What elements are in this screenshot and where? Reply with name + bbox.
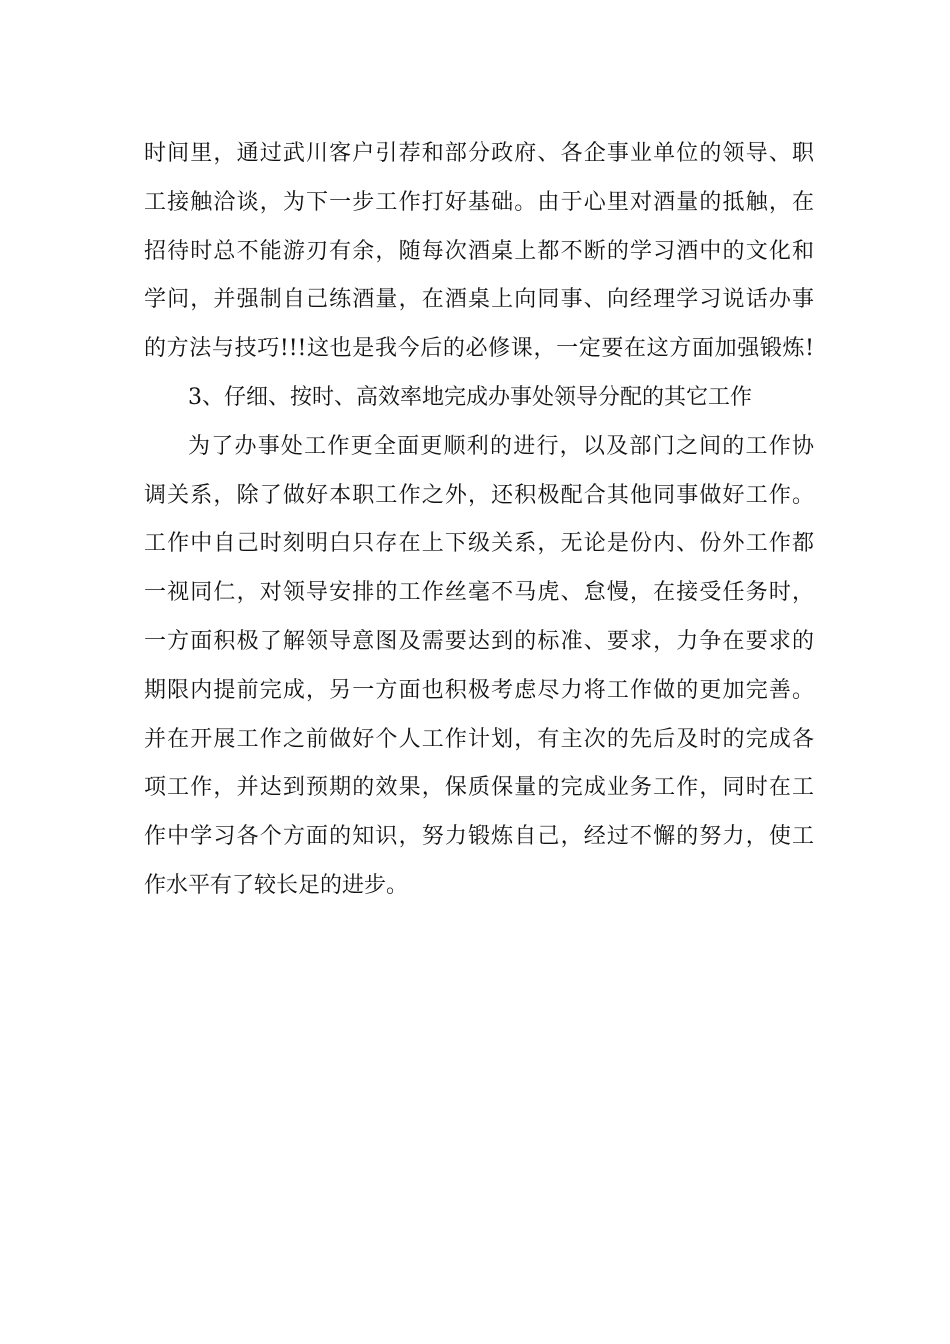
text-line: 工接触洽谈，为下一步工作打好基础。由于心里对酒量的抵触，在 [144, 189, 814, 215]
text-line: 作水平有了较长足的进步。 [144, 872, 409, 898]
text-line: 作中学习各个方面的知识，努力锻炼自己，经过不懈的努力，使工 [144, 824, 814, 850]
text-line: 招待时总不能游刃有余，随每次酒桌上都不断的学习酒中的文化和 [144, 238, 814, 264]
text-line: 工作中自己时刻明白只存在上下级关系，无论是份内、份外工作都 [144, 531, 814, 557]
text-line: 为了办事处工作更全面更顺利的进行，以及部门之间的工作协 [188, 433, 814, 459]
section-heading: 3、仔细、按时、高效率地完成办事处领导分配的其它工作 [188, 384, 752, 410]
body-text [144, 130, 814, 911]
text-line: 学问，并强制自己练酒量，在酒桌上向同事、向经理学习说话办事 [144, 287, 814, 313]
text-line: 一方面积极了解领导意图及需要达到的标准、要求，力争在要求的 [144, 628, 814, 654]
text-line: 调关系，除了做好本职工作之外，还积极配合其他同事做好工作。 [144, 482, 814, 508]
text-line: 一视同仁，对领导安排的工作丝毫不马虎、怠慢，在接受任务时， [144, 580, 814, 606]
text-line: 期限内提前完成，另一方面也积极考虑尽力将工作做的更加完善。 [144, 677, 814, 703]
text-line: 项工作，并达到预期的效果，保质保量的完成业务工作，同时在工 [144, 775, 814, 801]
text-line: 的方法与技巧!!!这也是我今后的必修课，一定要在这方面加强锻炼! [144, 336, 814, 362]
text-line: 并在开展工作之前做好个人工作计划，有主次的先后及时的完成各 [144, 726, 814, 752]
text-line: 时间里，通过武川客户引荐和部分政府、各企事业单位的领导、职 [144, 141, 814, 166]
